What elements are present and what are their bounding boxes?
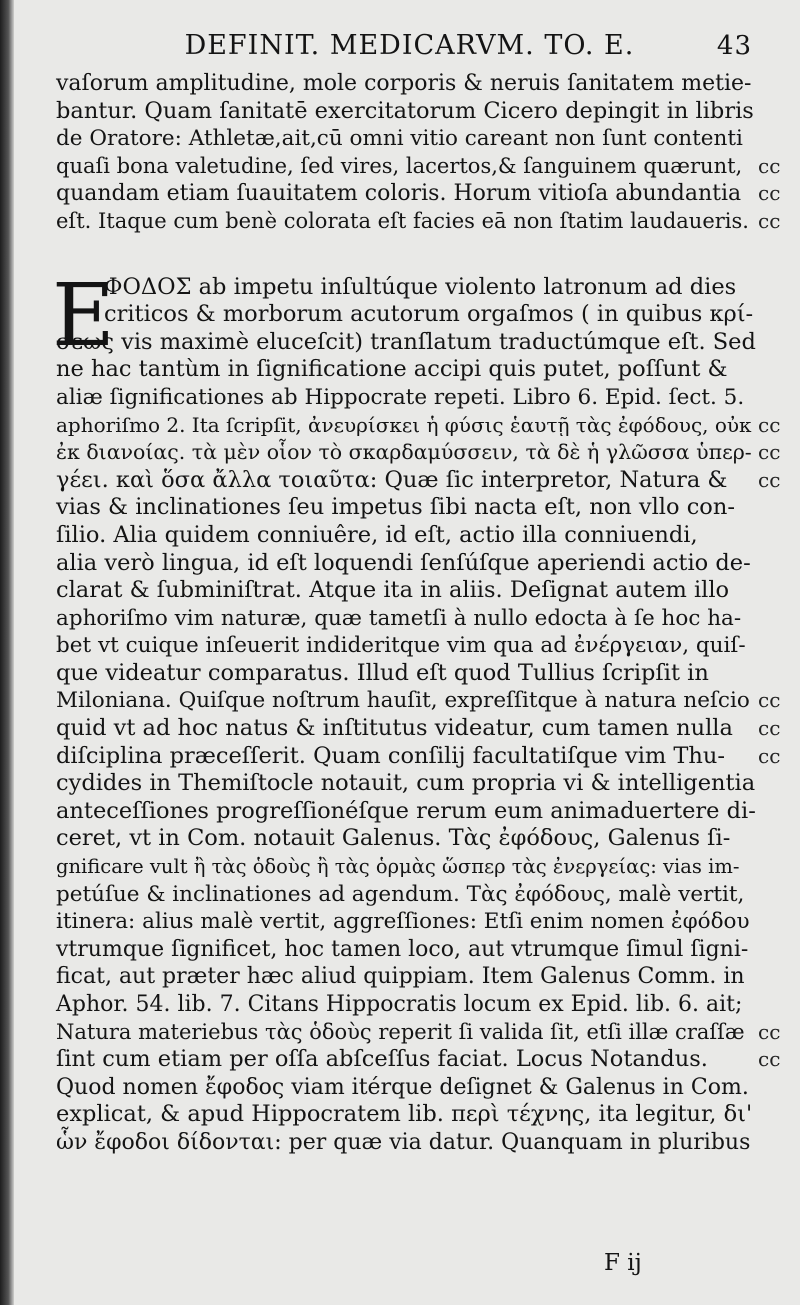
- paragraph-1: [56, 70, 781, 236]
- text-line: [56, 356, 752, 384]
- paragraph-gap: [56, 236, 752, 274]
- text-line: [56, 1074, 752, 1102]
- text-line: [56, 687, 781, 715]
- quotation-mark: cc: [758, 412, 781, 437]
- quotation-mark: cc: [758, 440, 781, 465]
- line-text: diſciplina præceſſerit. Quam conſilij facultatiſque vim Thu-: [56, 742, 725, 769]
- text-line: [56, 494, 752, 522]
- text-line: [56, 770, 756, 798]
- line-text: Miloniana. Quiſque noſtrum hauſit, expreſſitque à natura neſcio: [56, 688, 750, 714]
- line-text: bet vt cuique inſeuerit indideritque vim qua ad ἐνέργειαν, quiſ-: [56, 633, 746, 659]
- text-line: [56, 605, 752, 633]
- quotation-mark: cc: [758, 716, 781, 741]
- text-line: [56, 577, 752, 605]
- page-number: 43: [716, 31, 752, 61]
- line-text: ficat, aut præter hæc aliud quippiam. Item Galenus Comm. in: [56, 964, 745, 990]
- line-text: gnificare vult ἢ τὰς ὁδοὺς ἢ τὰς ὁρμὰς ὥσπερ τὰς ἐνεργείας: vias im-: [56, 855, 740, 879]
- line-text: aphoriſmo 2. Ita ſcripſit, ἀνευρίσκει ἡ φύσις ἑαυτῇ τὰς ἐφόδους, οὐκ: [56, 412, 752, 437]
- line-text: ne hac tantùm in ſignificatione accipi quis putet, poſſunt &: [56, 356, 728, 383]
- text-line: [56, 550, 752, 578]
- line-text: vias & inclinationes ſeu impetus ſibi nacta eſt, non vllo con-: [56, 494, 735, 521]
- text-line: [56, 384, 752, 412]
- text-line: [56, 715, 781, 743]
- line-text: criticos & morborum acutorum orgaſmos ( in quibus κρί-: [104, 301, 754, 328]
- line-text: cydides in Themiſtocle notauit, cum propria vi & intelligentia: [56, 770, 756, 797]
- text-line: [56, 660, 752, 688]
- line-text: vtrumque ſignificet, hoc tamen loco, aut vtrumque ſimul ſigni-: [56, 936, 749, 962]
- line-text: ὧν ἔφοδοι δίδονται: per quæ via datur. Quanquam in pluribus: [56, 1129, 751, 1155]
- line-text: itinera: alius malè vertit, aggreſſiones: Etſi enim nomen ἐφόδου: [56, 909, 750, 935]
- text-line: [56, 274, 752, 302]
- paragraph-2: [52, 265, 781, 1157]
- page-header: [56, 30, 752, 70]
- text-line: [56, 963, 752, 991]
- line-text: ΦΟΔΟΣ ab impetu inſultúque violento latronum ad dies: [104, 273, 737, 300]
- line-text: explicat, & apud Hippocratem lib. περὶ τέχνης, ita legitur, δι': [56, 1101, 753, 1128]
- line-text: quaſi bona valetudine, ſed vires, lacertos,& ſanguinem quærunt,: [56, 153, 743, 178]
- line-text: anteceſſiones progreſſionéſque rerum eum animaduertere di-: [56, 797, 756, 824]
- page-footer: [0, 1250, 800, 1280]
- quotation-mark: cc: [758, 1019, 781, 1044]
- line-text: aliæ ſignificationes ab Hippocrate repeti. Libro 6. Epid. ſect. 5.: [56, 384, 745, 410]
- binding-gutter: [0, 0, 14, 1305]
- line-text: Quod nomen ἔφοδος viam itérque deſignet & Galenus in Com.: [56, 1074, 749, 1100]
- text-line: [56, 125, 752, 153]
- line-text: σεως vis maximè eluceſcit) tranſlatum traductúmque eſt. Sed: [56, 328, 756, 355]
- quotation-mark: cc: [758, 688, 781, 713]
- text-line: [56, 825, 752, 853]
- line-text: eſt. Itaque cum benè colorata eſt facies eā non ſtatim laudaueris.: [56, 208, 749, 233]
- running-title: DEFINIT. MEDICARVM. TO. E.: [184, 30, 635, 61]
- text-line: [56, 632, 752, 660]
- line-text: bantur. Quam ſanitatē exercitatorum Cicero depingit in libris: [56, 97, 754, 124]
- line-text: alia verò lingua, id eſt loquendi ſenſúſque aperiendi actio de-: [56, 549, 751, 576]
- text-line: [56, 70, 752, 98]
- text-line: [56, 881, 752, 909]
- text-line: [56, 797, 756, 826]
- quotation-mark: cc: [758, 743, 781, 768]
- text-line: [56, 412, 781, 440]
- line-text: γέει. καὶ ὅσα ἄλλα τοιαῦτα: Quæ ſic interpretor, Natura &: [56, 466, 728, 493]
- text-line: [56, 208, 781, 236]
- text-line: [56, 1019, 781, 1047]
- text-line: [56, 936, 752, 964]
- quotation-mark: cc: [758, 153, 781, 178]
- line-text: quandam etiam ſuauitatem coloris. Horum vitioſa abundantia: [56, 181, 742, 207]
- line-text: petúſue & inclinationes ad agendum. Τὰς ἐφόδους, malè vertit,: [56, 881, 745, 907]
- line-text: de Oratore: Athletæ,ait,cū omni vitio careant non ſunt contenti: [56, 126, 743, 152]
- line-text: Aphor. 54. lib. 7. Citans Hippocratis locum ex Epid. lib. 6. ait;: [56, 992, 743, 1017]
- text-line: [56, 439, 781, 467]
- text-line: [56, 180, 781, 208]
- text-line: [56, 466, 781, 495]
- text-line: [56, 853, 752, 881]
- quotation-mark: cc: [758, 1047, 781, 1072]
- text-line: [56, 1101, 752, 1129]
- text-line: [56, 742, 781, 771]
- text-line: [56, 1129, 752, 1157]
- quotation-mark: cc: [758, 467, 781, 492]
- line-text: aphoriſmo vim naturæ, quæ tametſi à nullo edocta à ſe hoc ha-: [56, 605, 742, 631]
- text-line: [56, 908, 752, 936]
- text-line: [56, 522, 752, 550]
- line-text: quid vt ad hoc natus & inſtitutus videatur, cum tamen nulla: [56, 715, 733, 742]
- text-line: [56, 98, 752, 126]
- line-text: clarat & ſubminiſtrat. Atque ita in aliis. Deſignat autem illo: [56, 577, 730, 604]
- text-line: [56, 991, 752, 1019]
- signature-mark: F ij: [604, 1250, 642, 1276]
- line-text: Natura materiebus τὰς ὁδοὺς reperit ſi valida ſit, etſi illæ craſſæ: [56, 1019, 745, 1044]
- drop-capital: E: [52, 265, 115, 366]
- line-text: ſilio. Alia quidem conniuêre, id eſt, actio illa conniuendi,: [56, 521, 698, 548]
- text-line: [56, 301, 752, 329]
- text-line: [56, 153, 781, 181]
- line-text: ἐκ διανοίας. τὰ μὲν οἷον τὸ σκαρδαμύσσειν, τὰ δὲ ἡ γλῶσσα ὑπερ-: [56, 440, 752, 465]
- quotation-mark: cc: [758, 181, 781, 206]
- line-text: que videatur comparatus. Illud eſt quod Tullius ſcripſit in: [56, 659, 709, 686]
- line-text: ceret, vt in Com. notauit Galenus. Τὰς ἐφόδους, Galenus ſi-: [56, 825, 731, 852]
- text-line: [56, 1046, 781, 1074]
- line-text: ſint cum etiam per oſſa abſceſſus faciat. Locus Notandus.: [56, 1046, 708, 1073]
- quotation-mark: cc: [758, 208, 781, 233]
- line-text: vaſorum amplitudine, mole corporis & neruis ſanitatem metie-: [56, 71, 752, 96]
- text-line: [56, 328, 756, 357]
